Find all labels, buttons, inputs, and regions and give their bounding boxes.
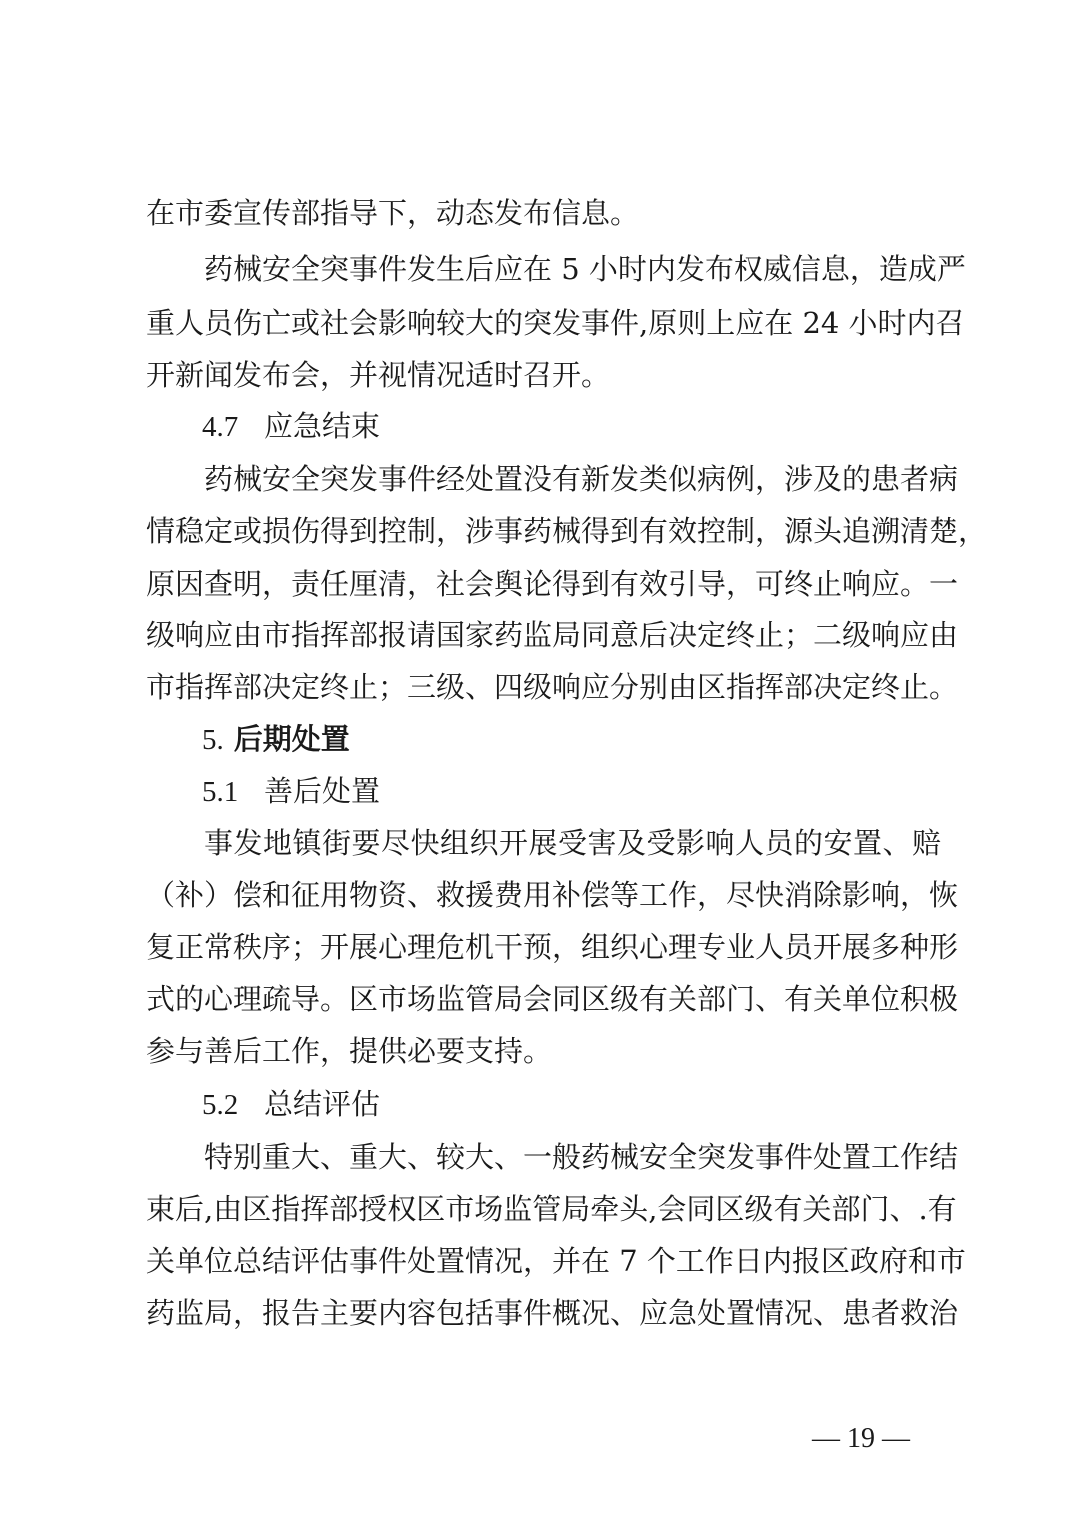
paragraph-line: 原因查明，责任厘清，社会舆论得到有效引导，可终止响应。一 xyxy=(146,567,959,601)
paragraph-line: 级响应由市指挥部报请国家药监局同意后决定终止；二级响应由 xyxy=(146,618,959,652)
paragraph-line: 式的心理疏导。区市场监管局会同区级有关部门、有关单位积极 xyxy=(146,982,959,1016)
section-heading-5 xyxy=(202,721,350,757)
heading-number: 5. xyxy=(202,724,224,756)
paragraph-line: 关单位总结评估事件处置情况，并在 7 个工作日内报区政府和市 xyxy=(146,1244,966,1278)
heading-number: 4.7 xyxy=(202,411,239,443)
paragraph-line: 特别重大、重大、较大、一般药械安全突发事件处置工作结 xyxy=(204,1140,959,1174)
paragraph-line: 事发地镇街要尽快组织开展受害及受影响人员的安置、赔 xyxy=(204,826,941,860)
paragraph-line: 情稳定或损伤得到控制，涉事药械得到有效控制，源头追溯清楚， xyxy=(146,514,988,548)
page-number: — 19 — xyxy=(812,1423,910,1454)
section-heading-5-2 xyxy=(202,1086,380,1122)
heading-number: 5.2 xyxy=(202,1089,239,1121)
paragraph-line: 复正常秩序；开展心理危机干预，组织心理专业人员开展多种形 xyxy=(146,930,959,964)
paragraph-line: 开新闻发布会，并视情况适时召开。 xyxy=(146,358,611,392)
heading-title: 应急结束 xyxy=(264,409,381,443)
heading-title: 总结评估 xyxy=(264,1087,381,1121)
paragraph-line: 市指挥部决定终止；三级、四级响应分别由区指挥部决定终止。 xyxy=(146,670,959,704)
section-heading-4-7 xyxy=(202,408,380,444)
paragraph-line: （补）偿和征用物资、救援费用补偿等工作，尽快消除影响，恢 xyxy=(146,878,959,912)
paragraph-line: 束后,由区指挥部授权区市场监管局牵头,会同区级有关部门、.有 xyxy=(146,1192,957,1226)
paragraph-line: 在市委宣传部指导下，动态发布信息。 xyxy=(146,196,640,230)
paragraph-line: 药监局，报告主要内容包括事件概况、应急处置情况、患者救治 xyxy=(146,1296,959,1330)
heading-number: 5.1 xyxy=(202,776,239,808)
paragraph-line: 药械安全突事件发生后应在 5 小时内发布权威信息，造成严 xyxy=(204,252,966,286)
paragraph-line: 药械安全突发事件经处置没有新发类似病例，涉及的患者病 xyxy=(204,462,959,496)
heading-title: 善后处置 xyxy=(264,774,381,808)
paragraph-line: 参与善后工作，提供必要支持。 xyxy=(146,1034,553,1068)
paragraph-line: 重人员伤亡或社会影响较大的突发事件,原则上应在 24 小时内召 xyxy=(146,306,965,340)
section-heading-5-1 xyxy=(202,773,380,809)
heading-title: 后期处置 xyxy=(233,722,350,756)
